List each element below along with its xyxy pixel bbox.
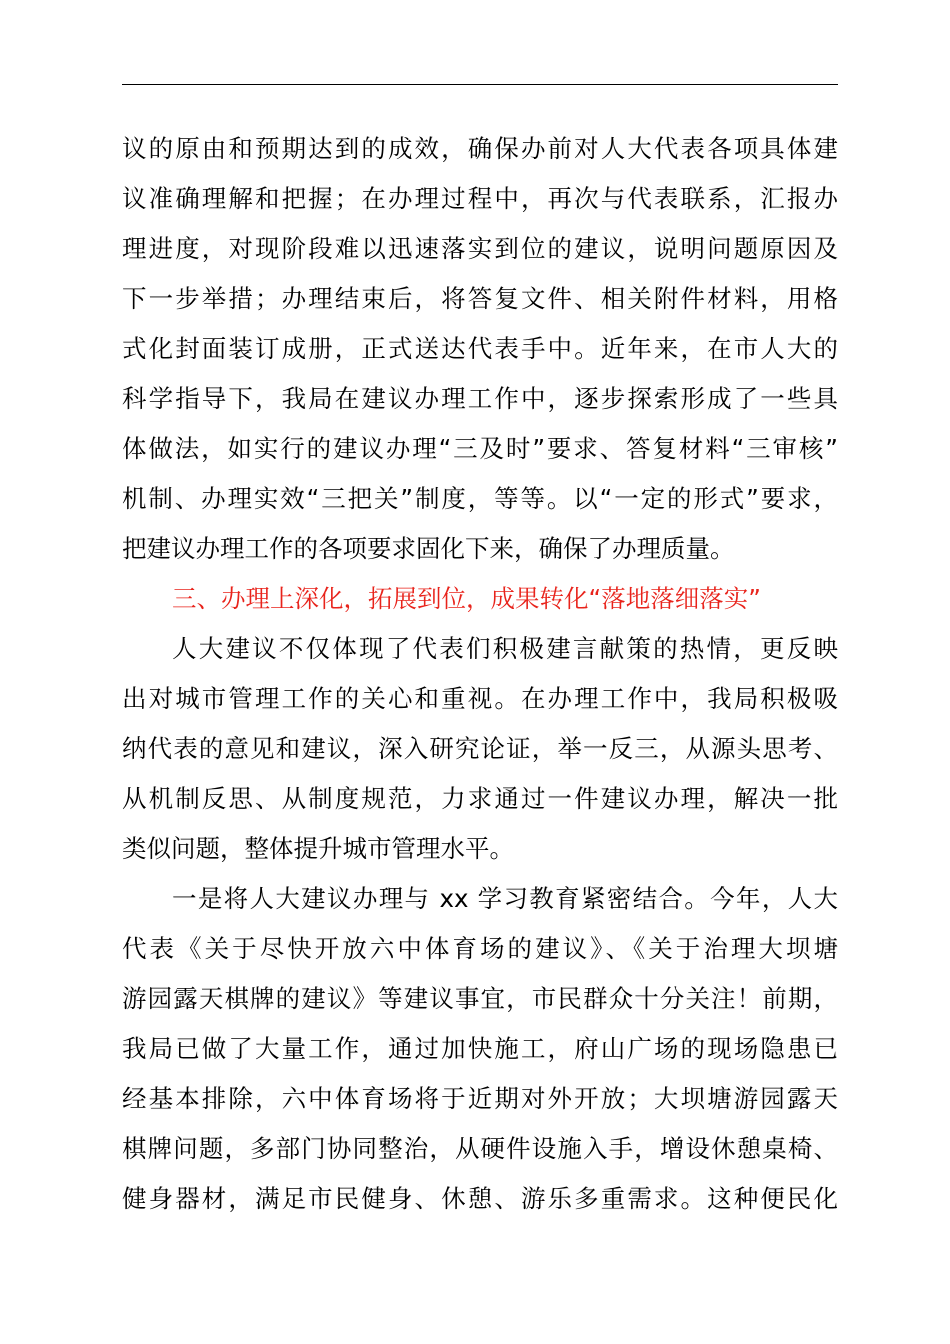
text-line: 健身器材，满足市民健身、休憩、游乐多重需求。这种便民化 bbox=[122, 1184, 838, 1213]
text-line: 下一步举措；办理结束后，将答复文件、相关附件材料，用格 bbox=[122, 284, 838, 313]
text-line: 我局已做了大量工作，通过加快施工，府山广场的现场隐患已 bbox=[122, 1034, 838, 1063]
text-line: 经基本排除，六中体育场将于近期对外开放；大坝塘游园露天 bbox=[122, 1084, 838, 1113]
text-line: 科学指导下，我局在建议办理工作中，逐步探索形成了一些具 bbox=[122, 384, 838, 413]
text-line: 从机制反思、从制度规范，力求通过一件建议办理，解决一批 bbox=[122, 784, 838, 813]
text-line: 人大建议不仅体现了代表们积极建言献策的热情，更反映 bbox=[172, 634, 838, 663]
text-line: 体做法，如实行的建议办理“三及时”要求、答复材料“三审核” bbox=[122, 434, 838, 463]
text-line: 理进度，对现阶段难以迅速落实到位的建议，说明问题原因及 bbox=[122, 234, 838, 263]
text-line: 游园露天棋牌的建议》等建议事宜，市民群众十分关注！前期， bbox=[122, 984, 838, 1013]
header-rule bbox=[122, 84, 838, 85]
document-body bbox=[122, 124, 838, 1224]
text-line: 机制、办理实效“三把关”制度，等等。以“一定的形式”要求， bbox=[122, 484, 838, 513]
text-line: 类似问题，整体提升城市管理水平。 bbox=[122, 834, 514, 863]
section-heading: 三、办理上深化，拓展到位，成果转化“落地落细落实” bbox=[172, 584, 761, 613]
text-line: 把建议办理工作的各项要求固化下来，确保了办理质量。 bbox=[122, 534, 735, 563]
text-line: 棋牌问题，多部门协同整治，从硬件设施入手，增设休憩桌椅、 bbox=[122, 1134, 838, 1163]
text-line: 议准确理解和把握；在办理过程中，再次与代表联系，汇报办 bbox=[122, 184, 838, 213]
text-line: 纳代表的意见和建议，深入研究论证，举一反三，从源头思考、 bbox=[122, 734, 838, 763]
text-line: 式化封面装订成册，正式送达代表手中。近年来，在市人大的 bbox=[122, 334, 838, 363]
text-line: 出对城市管理工作的关心和重视。在办理工作中，我局积极吸 bbox=[122, 684, 838, 713]
text-line: 一是将人大建议办理与 xx 学习教育紧密结合。今年，人大 bbox=[172, 884, 838, 913]
text-line: 代表《关于尽快开放六中体育场的建议》、《关于治理大坝塘 bbox=[122, 934, 838, 963]
text-line: 议的原由和预期达到的成效，确保办前对人大代表各项具体建 bbox=[122, 134, 838, 163]
